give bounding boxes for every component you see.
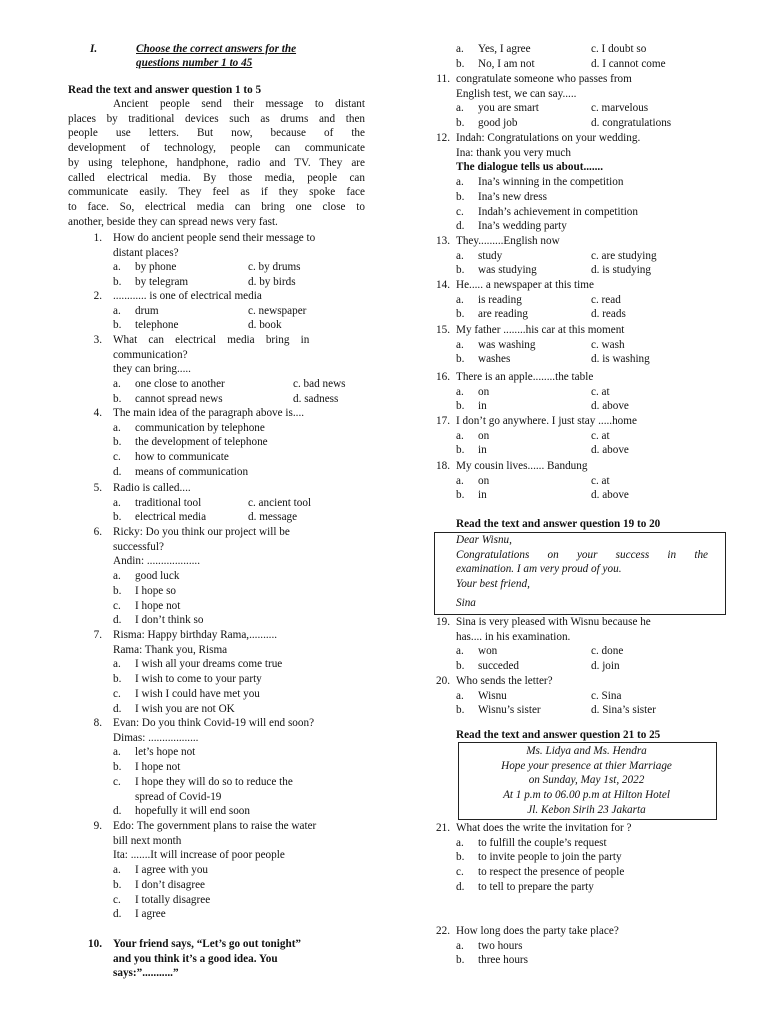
- option-letter[interactable]: a.: [456, 385, 464, 398]
- option-letter[interactable]: b.: [456, 308, 465, 321]
- option-text[interactable]: Wisnu: [478, 689, 507, 702]
- option-text[interactable]: c. marvelous: [591, 102, 649, 115]
- option-text[interactable]: to invite people to join the party: [478, 851, 622, 864]
- question-text: has.... in his examination.: [456, 630, 571, 643]
- option-text[interactable]: I wish I could have met you: [135, 687, 260, 700]
- question-text: Andin: ...................: [113, 555, 201, 568]
- question-number: 3.: [93, 334, 102, 346]
- option-letter[interactable]: a.: [456, 249, 464, 262]
- option-text[interactable]: I agree with you: [135, 864, 209, 877]
- passage-line: by using telephone, handphone, radio and TV. They are: [68, 156, 365, 169]
- option-text[interactable]: d. by birds: [248, 276, 296, 289]
- question-number: 11.: [436, 73, 450, 85]
- option-letter[interactable]: a.: [113, 496, 121, 509]
- question-text: What does the write the invitation for ?: [456, 822, 632, 834]
- option-text[interactable]: Indah’s achievement in competition: [478, 205, 638, 218]
- option-letter[interactable]: a.: [113, 261, 121, 274]
- option-text[interactable]: are reading: [478, 308, 528, 321]
- invitation-line: Jl. Kebon Sirih 23 Jakarta: [527, 803, 646, 816]
- option-text[interactable]: hopefully it will end soon: [135, 805, 250, 818]
- option-text[interactable]: how to communicate: [135, 451, 229, 464]
- option-text[interactable]: on: [478, 385, 490, 398]
- option-text[interactable]: I wish you are not OK: [135, 702, 235, 715]
- passage-line: development of technology, people can communicate: [68, 142, 365, 155]
- option-letter[interactable]: a.: [456, 293, 464, 306]
- option-text[interactable]: No, I am not: [478, 57, 535, 70]
- question-text: Ricky: Do you think our project will be: [113, 526, 290, 538]
- question-text: Edo: The government plans to raise the water: [113, 820, 317, 832]
- option-text[interactable]: good luck: [135, 570, 180, 583]
- option-letter[interactable]: a.: [113, 378, 121, 391]
- option-text[interactable]: Wisnu’s sister: [478, 704, 541, 717]
- option-text[interactable]: d. message: [248, 511, 298, 524]
- option-letter[interactable]: d.: [113, 908, 122, 921]
- option-letter[interactable]: b.: [113, 878, 122, 891]
- option-letter[interactable]: b.: [456, 117, 465, 130]
- option-letter[interactable]: c.: [456, 866, 464, 879]
- option-letter[interactable]: a.: [456, 474, 464, 487]
- option-letter[interactable]: c.: [113, 599, 121, 612]
- option-letter[interactable]: d.: [113, 465, 122, 478]
- option-text[interactable]: c. at: [591, 385, 610, 398]
- option-letter[interactable]: b.: [113, 761, 122, 774]
- option-text[interactable]: c. bad news: [293, 378, 346, 391]
- option-text[interactable]: I hope they will do so to reduce the: [135, 775, 293, 788]
- question-number: 16.: [436, 371, 450, 383]
- section-title-line2: questions number 1 to 45: [136, 57, 253, 69]
- option-text[interactable]: d. above: [591, 444, 629, 457]
- option-text[interactable]: c. newspaper: [248, 304, 307, 317]
- reading-heading: Read the text and answer question 19 to 20: [456, 518, 661, 530]
- question-text: How do ancient people send their message to: [113, 232, 316, 244]
- option-letter[interactable]: b.: [113, 673, 122, 686]
- option-text[interactable]: d. is washing: [591, 353, 650, 366]
- option-letter[interactable]: a.: [113, 570, 121, 583]
- option-text[interactable]: d. book: [248, 319, 282, 332]
- invitation-line: Ms. Lidya and Ms. Hendra: [526, 745, 647, 757]
- option-text[interactable]: drum: [135, 304, 159, 317]
- option-letter[interactable]: c.: [113, 687, 121, 700]
- reading-heading: Read the text and answer question 1 to 5: [68, 84, 262, 96]
- letter-line: Your best friend,: [456, 578, 530, 590]
- question-text: There is an apple........the table: [456, 371, 594, 383]
- question-number: 9.: [93, 820, 102, 832]
- option-letter[interactable]: b.: [113, 392, 122, 405]
- option-text[interactable]: c. are studying: [591, 249, 657, 262]
- option-text[interactable]: I wish to come to your party: [135, 673, 262, 686]
- question-text: How long does the party take place?: [456, 925, 619, 937]
- option-letter[interactable]: c.: [456, 205, 464, 218]
- option-text[interactable]: I hope not: [135, 761, 181, 774]
- option-letter[interactable]: a.: [456, 43, 464, 55]
- option-text[interactable]: d. congratulations: [591, 117, 672, 130]
- option-letter[interactable]: c.: [113, 775, 121, 788]
- option-text[interactable]: communication by telephone: [135, 421, 265, 434]
- question-text: Ita: .......It will increase of poor people: [113, 849, 285, 862]
- option-letter[interactable]: b.: [113, 511, 122, 524]
- option-letter[interactable]: a.: [456, 102, 464, 115]
- question-number: 12.: [436, 132, 450, 144]
- option-text[interactable]: c. at: [591, 429, 610, 442]
- question-number: 21.: [436, 822, 450, 834]
- option-text[interactable]: spread of Covid-19: [135, 790, 222, 803]
- option-text[interactable]: one close to another: [135, 378, 225, 391]
- option-letter[interactable]: a.: [456, 939, 464, 952]
- passage-line: called electrical media. By those media, people can: [68, 171, 365, 184]
- passage-line: communicate easily. They feel as if they spoke face: [68, 186, 365, 199]
- passage-line: places by traditional devices such as drums and then: [68, 112, 365, 125]
- letter-line: Dear Wisnu,: [456, 534, 512, 546]
- option-text[interactable]: won: [478, 645, 498, 658]
- question-text: says:”...........”: [113, 967, 179, 980]
- option-letter[interactable]: b.: [113, 584, 122, 597]
- question-text: I don’t go anywhere. I just stay .....home: [456, 415, 637, 427]
- option-text[interactable]: Ina’s wedding party: [478, 220, 567, 233]
- option-text[interactable]: in: [478, 489, 487, 502]
- question-number: 2.: [93, 290, 102, 302]
- question-text: My father ........his car at this moment: [456, 324, 625, 336]
- option-letter[interactable]: d.: [456, 880, 465, 893]
- option-text[interactable]: d. above: [591, 489, 629, 502]
- reading-heading: Read the text and answer question 21 to 25: [456, 729, 661, 741]
- option-letter[interactable]: b.: [113, 436, 122, 449]
- question-text: What can electrical media bring in: [113, 334, 310, 346]
- question-number: 13.: [436, 235, 450, 247]
- question-text: My cousin lives...... Bandung: [456, 460, 588, 472]
- question-text: He..... a newspaper at this time: [456, 279, 594, 291]
- option-text[interactable]: in: [478, 444, 487, 457]
- option-letter[interactable]: b.: [456, 190, 465, 203]
- option-letter[interactable]: a.: [456, 836, 464, 849]
- question-number: 17.: [436, 415, 450, 427]
- option-text[interactable]: was washing: [478, 338, 536, 351]
- option-letter[interactable]: a.: [456, 338, 464, 351]
- option-text[interactable]: Yes, I agree: [478, 43, 531, 55]
- option-letter[interactable]: c.: [113, 451, 121, 464]
- invitation-line: on Sunday, May 1st, 2022: [528, 774, 645, 787]
- option-text[interactable]: d. I cannot come: [591, 57, 666, 70]
- option-text[interactable]: by telegram: [135, 276, 189, 289]
- option-text[interactable]: c. at: [591, 474, 610, 487]
- option-text[interactable]: d. is studying: [591, 264, 651, 277]
- invitation-line: Hope your presence at thier Marriage: [501, 759, 672, 772]
- option-letter[interactable]: b.: [456, 489, 465, 502]
- question-text: successful?: [113, 540, 164, 553]
- question-text: ............ is one of electrical media: [113, 290, 262, 302]
- question-number: 15.: [436, 324, 450, 336]
- option-letter[interactable]: d.: [113, 614, 122, 627]
- letter-line: examination. I am very proud of you.: [456, 563, 622, 575]
- option-letter[interactable]: b.: [456, 444, 465, 457]
- option-letter[interactable]: a.: [113, 746, 121, 759]
- question-number: 20.: [436, 675, 450, 687]
- option-text[interactable]: the development of telephone: [135, 436, 268, 449]
- option-letter[interactable]: a.: [113, 864, 121, 877]
- question-number: 5.: [93, 482, 102, 494]
- question-text: Evan: Do you think Covid-19 will end soon?: [113, 717, 315, 729]
- option-letter[interactable]: b.: [456, 704, 465, 717]
- question-text: Your friend says, “Let’s go out tonight”: [113, 938, 302, 950]
- question-text: and you think it’s a good idea. You: [113, 952, 278, 965]
- option-text[interactable]: I don’t think so: [135, 614, 204, 627]
- option-text[interactable]: c. Sina: [591, 689, 622, 702]
- option-text[interactable]: electrical media: [135, 511, 207, 524]
- option-text[interactable]: d. join: [591, 660, 620, 673]
- option-text[interactable]: two hours: [478, 939, 523, 952]
- option-text[interactable]: washes: [478, 353, 511, 366]
- option-text[interactable]: d. above: [591, 400, 629, 413]
- option-letter[interactable]: b.: [113, 319, 122, 332]
- option-text[interactable]: c. done: [591, 645, 624, 658]
- option-text[interactable]: to respect the presence of people: [478, 866, 625, 879]
- question-prompt: The dialogue tells us about.......: [456, 161, 604, 174]
- option-letter[interactable]: b.: [456, 660, 465, 673]
- passage-line: Ancient people send their message to distant: [113, 98, 365, 110]
- option-text[interactable]: Ina’s new dress: [478, 190, 547, 203]
- option-letter[interactable]: d.: [456, 220, 465, 233]
- option-letter[interactable]: b.: [456, 57, 465, 70]
- option-letter[interactable]: b.: [456, 353, 465, 366]
- passage-line: to face. So, electrical media can bring one close to: [68, 200, 365, 213]
- option-text[interactable]: three hours: [478, 954, 529, 967]
- option-letter[interactable]: a.: [113, 421, 121, 434]
- option-letter[interactable]: d.: [113, 805, 122, 818]
- option-text[interactable]: traditional tool: [135, 496, 202, 509]
- question-number: 18.: [436, 460, 450, 472]
- option-text[interactable]: succeded: [478, 660, 519, 673]
- option-letter[interactable]: a.: [456, 176, 464, 189]
- option-letter[interactable]: b.: [456, 264, 465, 277]
- option-text[interactable]: I hope so: [135, 584, 177, 597]
- option-text[interactable]: to tell to prepare the party: [478, 880, 594, 893]
- question-number: 10.: [88, 938, 102, 950]
- option-text[interactable]: to fulfill the couple’s request: [478, 836, 607, 849]
- question-text: congratulate someone who passes from: [456, 73, 632, 85]
- option-text[interactable]: I agree: [135, 908, 166, 921]
- question-text: distant places?: [113, 246, 179, 259]
- option-text[interactable]: by phone: [135, 261, 177, 274]
- option-text[interactable]: I totally disagree: [135, 893, 211, 906]
- option-letter[interactable]: b.: [456, 954, 465, 967]
- option-letter[interactable]: d.: [113, 702, 122, 715]
- invitation-line: At 1 p.m to 06.00 p.m at Hilton Hotel: [503, 789, 670, 802]
- option-text[interactable]: on: [478, 474, 490, 487]
- question-number: 4.: [93, 407, 102, 419]
- question-text: They.........English now: [456, 235, 560, 247]
- question-text: Dimas: ..................: [113, 731, 199, 744]
- option-text[interactable]: in: [478, 400, 487, 413]
- option-text[interactable]: on: [478, 429, 490, 442]
- option-text[interactable]: you are smart: [478, 102, 539, 115]
- question-text: bill next month: [113, 834, 182, 847]
- option-text[interactable]: I hope not: [135, 599, 181, 612]
- option-letter[interactable]: b.: [456, 400, 465, 413]
- question-text: they can bring.....: [113, 363, 191, 376]
- option-letter[interactable]: b.: [113, 276, 122, 289]
- option-text[interactable]: I don’t disagree: [135, 878, 206, 891]
- question-text: Radio is called....: [113, 482, 191, 494]
- option-text[interactable]: means of communication: [135, 465, 249, 478]
- question-text: The main idea of the paragraph above is....: [113, 407, 305, 419]
- option-text[interactable]: study: [478, 249, 503, 262]
- option-text[interactable]: was studying: [478, 264, 537, 277]
- passage-line: people use letters. But now, because of the: [68, 127, 365, 140]
- passage-line: another, beside they can spread news very fast.: [68, 215, 278, 228]
- section-title: Choose the correct answers for the: [136, 43, 297, 55]
- option-letter[interactable]: a.: [456, 645, 464, 658]
- option-text[interactable]: d. reads: [591, 308, 626, 321]
- option-letter[interactable]: a.: [456, 689, 464, 702]
- question-text: Ina: thank you very much: [456, 146, 571, 159]
- option-text[interactable]: d. sadness: [293, 392, 339, 405]
- option-letter[interactable]: a.: [113, 304, 121, 317]
- option-letter[interactable]: b.: [456, 851, 465, 864]
- question-text: Rama: Thank you, Risma: [113, 643, 228, 656]
- letter-line: Sina: [456, 597, 476, 609]
- option-letter[interactable]: a.: [113, 658, 121, 671]
- option-text[interactable]: I wish all your dreams come true: [135, 658, 283, 671]
- option-text[interactable]: let’s hope not: [135, 746, 196, 759]
- option-text[interactable]: is reading: [478, 293, 522, 306]
- question-number: 6.: [93, 526, 102, 538]
- question-number: 22.: [436, 925, 450, 937]
- option-text[interactable]: c. ancient tool: [248, 496, 312, 509]
- option-text[interactable]: c. by drums: [248, 261, 301, 274]
- question-text: communication?: [113, 348, 188, 361]
- option-text[interactable]: good job: [478, 117, 518, 130]
- option-text[interactable]: telephone: [135, 319, 179, 332]
- option-text[interactable]: c. read: [591, 293, 621, 306]
- question-text: Risma: Happy birthday Rama,..........: [113, 629, 278, 641]
- option-text[interactable]: d. Sina’s sister: [591, 704, 656, 717]
- question-number: 1.: [93, 232, 102, 244]
- question-number: 19.: [436, 616, 450, 628]
- option-text[interactable]: cannot spread news: [135, 392, 223, 405]
- option-letter[interactable]: a.: [456, 429, 464, 442]
- question-number: 7.: [93, 629, 102, 641]
- section-numeral: I.: [90, 43, 98, 55]
- question-text: English test, we can say.....: [456, 87, 577, 100]
- question-text: Sina is very pleased with Wisnu because he: [456, 616, 651, 628]
- option-letter[interactable]: c.: [113, 893, 121, 906]
- option-text[interactable]: Ina’s winning in the competition: [478, 176, 624, 189]
- letter-line: Congratulations on your success in the: [456, 549, 708, 561]
- question-text: Indah: Congratulations on your wedding.: [456, 132, 641, 144]
- question-text: Who sends the letter?: [456, 675, 553, 687]
- question-number: 8.: [93, 717, 102, 729]
- option-text[interactable]: c. I doubt so: [591, 43, 647, 55]
- question-number: 14.: [436, 279, 450, 291]
- option-text[interactable]: c. wash: [591, 338, 625, 351]
